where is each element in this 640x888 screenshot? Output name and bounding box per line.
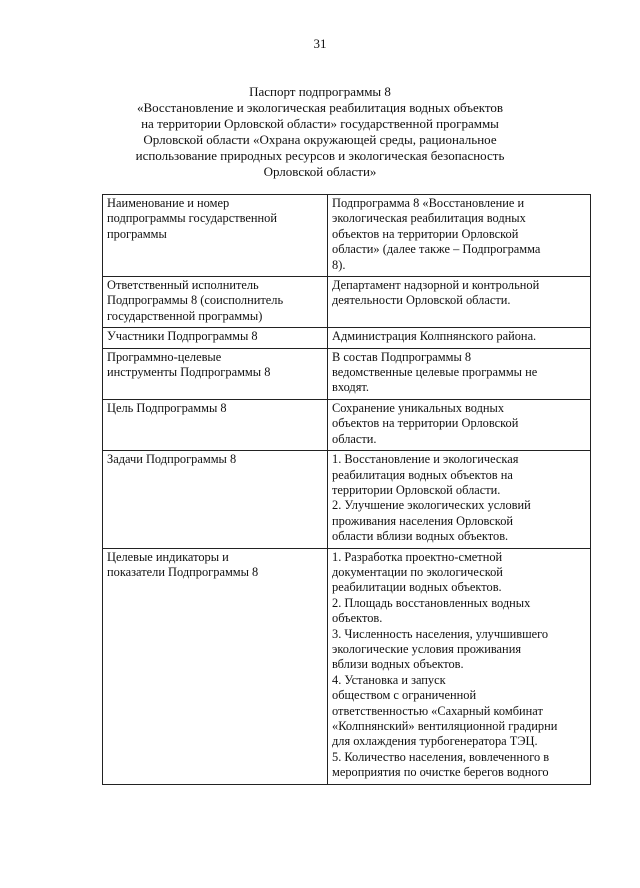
table-row bbox=[103, 451, 591, 548]
row-value-cell bbox=[328, 548, 591, 784]
cell-line: проживания населения Орловской bbox=[332, 513, 514, 528]
cell-line: объектов на территории Орловской bbox=[332, 226, 519, 241]
row-value-cell bbox=[328, 195, 591, 277]
cell-line: реабилитация водных объектов на bbox=[332, 467, 513, 482]
cell-line: 2. Улучшение экологических условий bbox=[332, 498, 531, 513]
cell-line: для охлаждения турбогенератора ТЭЦ. bbox=[332, 734, 538, 749]
cell-line: вблизи водных объектов. bbox=[332, 657, 464, 672]
row-label-cell bbox=[103, 348, 328, 399]
cell-line: Целевые индикаторы и bbox=[107, 549, 229, 564]
cell-line: инструменты Подпрограммы 8 bbox=[107, 365, 271, 380]
row-value-cell bbox=[328, 451, 591, 548]
cell-line: экологическая реабилитация водных bbox=[332, 211, 526, 226]
cell-line: области вблизи водных объектов. bbox=[332, 529, 509, 544]
cell-line: подпрограммы государственной bbox=[107, 211, 277, 226]
cell-line: ответственностью «Сахарный комбинат bbox=[332, 703, 543, 718]
cell-line: документации по экологической bbox=[332, 564, 503, 579]
row-label-cell bbox=[103, 195, 328, 277]
row-value-cell bbox=[328, 348, 591, 399]
page-number: 31 bbox=[313, 36, 327, 51]
row-label-cell bbox=[103, 277, 328, 328]
cell-line: 1. Разработка проектно-сметной bbox=[332, 549, 503, 564]
cell-line: Участники Подпрограммы 8 bbox=[107, 329, 258, 344]
cell-line: государственной программы) bbox=[107, 308, 263, 323]
table-row bbox=[103, 277, 591, 328]
cell-line: обществом с ограниченной bbox=[332, 688, 477, 703]
cell-line: ведомственные целевые программы не bbox=[332, 365, 538, 380]
heading-line: использование природных ресурсов и экологическая безопасность bbox=[135, 148, 505, 163]
cell-line: Задачи Подпрограммы 8 bbox=[107, 452, 237, 467]
cell-line: показатели Подпрограммы 8 bbox=[107, 564, 259, 579]
row-label-cell bbox=[103, 328, 328, 348]
cell-line: области» (далее также – Подпрограмма bbox=[332, 242, 541, 257]
passport-table bbox=[102, 194, 591, 785]
cell-line: области. bbox=[332, 431, 377, 446]
heading-line: на территории Орловской области» государственной программы bbox=[141, 116, 499, 131]
heading-line: «Восстановление и экологическая реабилитация водных объектов bbox=[136, 100, 504, 115]
cell-line: Программно-целевые bbox=[107, 349, 222, 364]
cell-line: входят. bbox=[332, 380, 369, 395]
cell-line: реабилитации водных объектов. bbox=[332, 580, 502, 595]
heading-line: Орловской области «Охрана окружающей среды, рациональное bbox=[143, 132, 497, 147]
row-value-cell bbox=[328, 277, 591, 328]
cell-line: «Колпнянский» вентиляционной градирни bbox=[332, 719, 558, 733]
row-label-cell bbox=[103, 548, 328, 784]
row-label-cell bbox=[103, 451, 328, 548]
table-row bbox=[103, 548, 591, 784]
cell-line: В состав Подпрограммы 8 bbox=[332, 349, 472, 364]
cell-line: 2. Площадь восстановленных водных bbox=[332, 595, 531, 610]
table-row bbox=[103, 328, 591, 348]
cell-line: 8). bbox=[332, 257, 346, 272]
row-value-cell bbox=[328, 399, 591, 450]
cell-line: объектов на территории Орловской bbox=[332, 416, 519, 431]
cell-line: территории Орловской области. bbox=[332, 482, 501, 497]
cell-line: программы bbox=[107, 226, 167, 241]
heading-line: Паспорт подпрограммы 8 bbox=[249, 84, 391, 99]
heading-line: Орловской области» bbox=[263, 164, 377, 179]
row-value-cell bbox=[328, 328, 591, 348]
cell-line: объектов. bbox=[332, 611, 383, 626]
cell-line: Сохранение уникальных водных bbox=[332, 400, 505, 415]
document-heading bbox=[90, 84, 550, 180]
table-row bbox=[103, 399, 591, 450]
table-row bbox=[103, 348, 591, 399]
cell-line: экологические условия проживания bbox=[332, 641, 522, 656]
cell-line: Департамент надзорной и контрольной bbox=[332, 278, 540, 293]
cell-line: 3. Численность населения, улучшившего bbox=[332, 626, 549, 641]
cell-line: мероприятия по очистке берегов водного bbox=[332, 765, 549, 780]
cell-line: Цель Подпрограммы 8 bbox=[107, 400, 227, 415]
cell-line: Наименование и номер bbox=[107, 196, 230, 210]
cell-line: Подпрограммы 8 (соисполнитель bbox=[107, 293, 284, 308]
row-label-cell bbox=[103, 399, 328, 450]
table-row bbox=[103, 195, 591, 277]
cell-line: деятельности Орловской области. bbox=[332, 293, 511, 308]
cell-line: Подпрограмма 8 «Восстановление и bbox=[332, 196, 525, 210]
cell-line: 4. Установка и запуск bbox=[332, 672, 446, 687]
cell-line: 1. Восстановление и экологическая bbox=[332, 452, 519, 467]
cell-line: Ответственный исполнитель bbox=[107, 278, 259, 293]
cell-line: Администрация Колпнянского района. bbox=[332, 329, 537, 344]
cell-line: 5. Количество населения, вовлеченного в bbox=[332, 749, 550, 764]
